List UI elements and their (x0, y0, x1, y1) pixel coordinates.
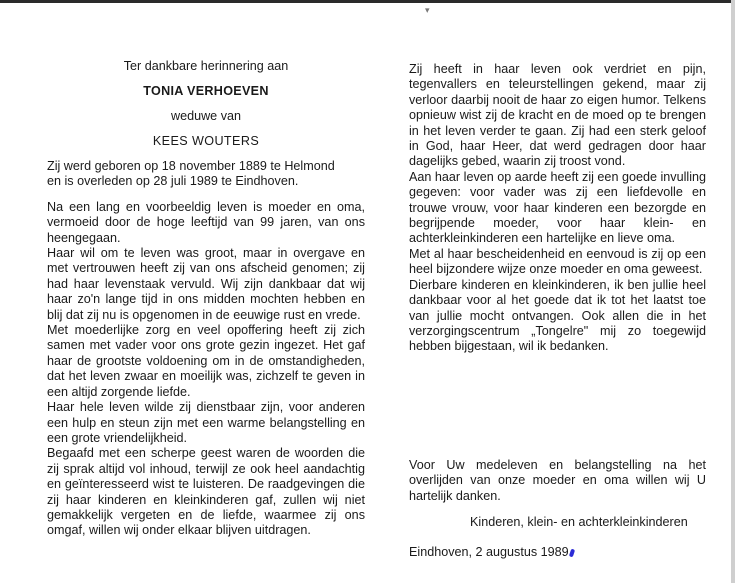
scan-edge (731, 0, 735, 583)
paragraph: Dierbare kinderen en kleinkinderen, ik ben jullie heel dankbaar voor al het goede dat ik tot het laatst toe van jullie mocht ontvangen. Ook allen die in het verzorgingscentrum „Tongelre" mij zo toegewijd hebben bijgestaan, wil ik bedanken. (409, 277, 706, 354)
birth-line: Zij werd geboren op 18 november 1889 te Helmond (47, 159, 335, 173)
deceased-name: TONIA VERHOEVEN (143, 84, 269, 98)
paragraph: Aan haar leven op aarde heeft zij een goede invulling gegeven: voor vader was zij een liefdevolle en trouwe vrouw, voor haar kinderen een bezorgde en begrijpende moeder, voor haar klein- en achterkleinkinderen een hartelijke en lieve oma. (409, 169, 706, 246)
death-line: en is overleden op 28 juli 1989 te Eindhoven. (47, 174, 299, 189)
thanks-block (409, 458, 706, 504)
left-column (47, 59, 365, 539)
paragraph: Begaafd met een scherpe geest waren de woorden die zij sprak altijd vol inhoud, terwijl ze ook heel aandachtig en geïnteresseerd wist te luisteren. De raadgevingen die zij haar kinderen en kleinkinderen gaf, zullen wij niet gemakkelijk vergeten en de liefde, waarmee zij ons omgaf, willen wij onder elkaar blijven uitdragen. (47, 446, 365, 538)
intro-line: Ter dankbare herinnering aan (123, 59, 289, 73)
paragraph: Na een lang en voorbeeldig leven is moeder en oma, vermoeid door de hoge leeftijd van 99 jaren, van ons heengegaan. (47, 199, 365, 245)
paragraph: Met al haar bescheidenheid en eenvoud is zij op een heel bijzondere wijze onze moeder en oma geweest. (409, 246, 706, 277)
scan-mark: ▾ (425, 6, 430, 16)
paragraph: Haar hele leven wilde zij dienstbaar zijn, voor anderen een hulp en steun zijn met een warme belangstelling en een grote vriendelijkheid. (47, 400, 365, 445)
paragraph: Haar wil om te leven was groot, maar in overgave en met vertrouwen heeft zij van ons afscheid genomen; zij had haar levenstaak vervuld. Wij zijn dankbaar dat wij haar zo'n lange tijd in ons midden mochten hebben en blij dat zij nu is opgenomen in de eeuwige rust en vrede. (47, 246, 365, 322)
ink-mark (569, 549, 575, 558)
place-date-line (409, 545, 574, 559)
place-date-text: Eindhoven, 2 augustus 1989 (409, 545, 569, 559)
thanks-text: Voor Uw medeleven en belangstelling na het overlijden van onze moeder en oma willen wij U hartelijk danken. (409, 458, 706, 503)
widow-of-line: weduwe van (170, 109, 241, 123)
top-border-line (0, 0, 735, 3)
husband-name: KEES WOUTERS (152, 134, 260, 148)
paragraph: Zij heeft in haar leven ook verdriet en pijn, tegenvallers en teleurstellingen gekend, maar zij verloor daarbij nooit de haar zo eigen humor. Telkens opnieuw wist zij de kracht en de moed op te brengen in het leven verder te gaan. Zij had een sterk geloof in God, haar Heer, dat werd gedragen door haar dagelijks gebed, waarin zij troost vond. (409, 62, 706, 169)
paragraph: Met moederlijke zorg en veel opoffering heeft zij zich samen met vader voor ons grote gezin ingezet. Het gaf haar de grootste voldoening om in de omstandigheden, dat het leven zwaar en moeilijk was, zichzelf te geven in een altijd zorgende liefde. (47, 323, 365, 399)
signoff-line: Kinderen, klein- en achterkleinkinderen (470, 515, 688, 529)
right-column (409, 62, 706, 355)
